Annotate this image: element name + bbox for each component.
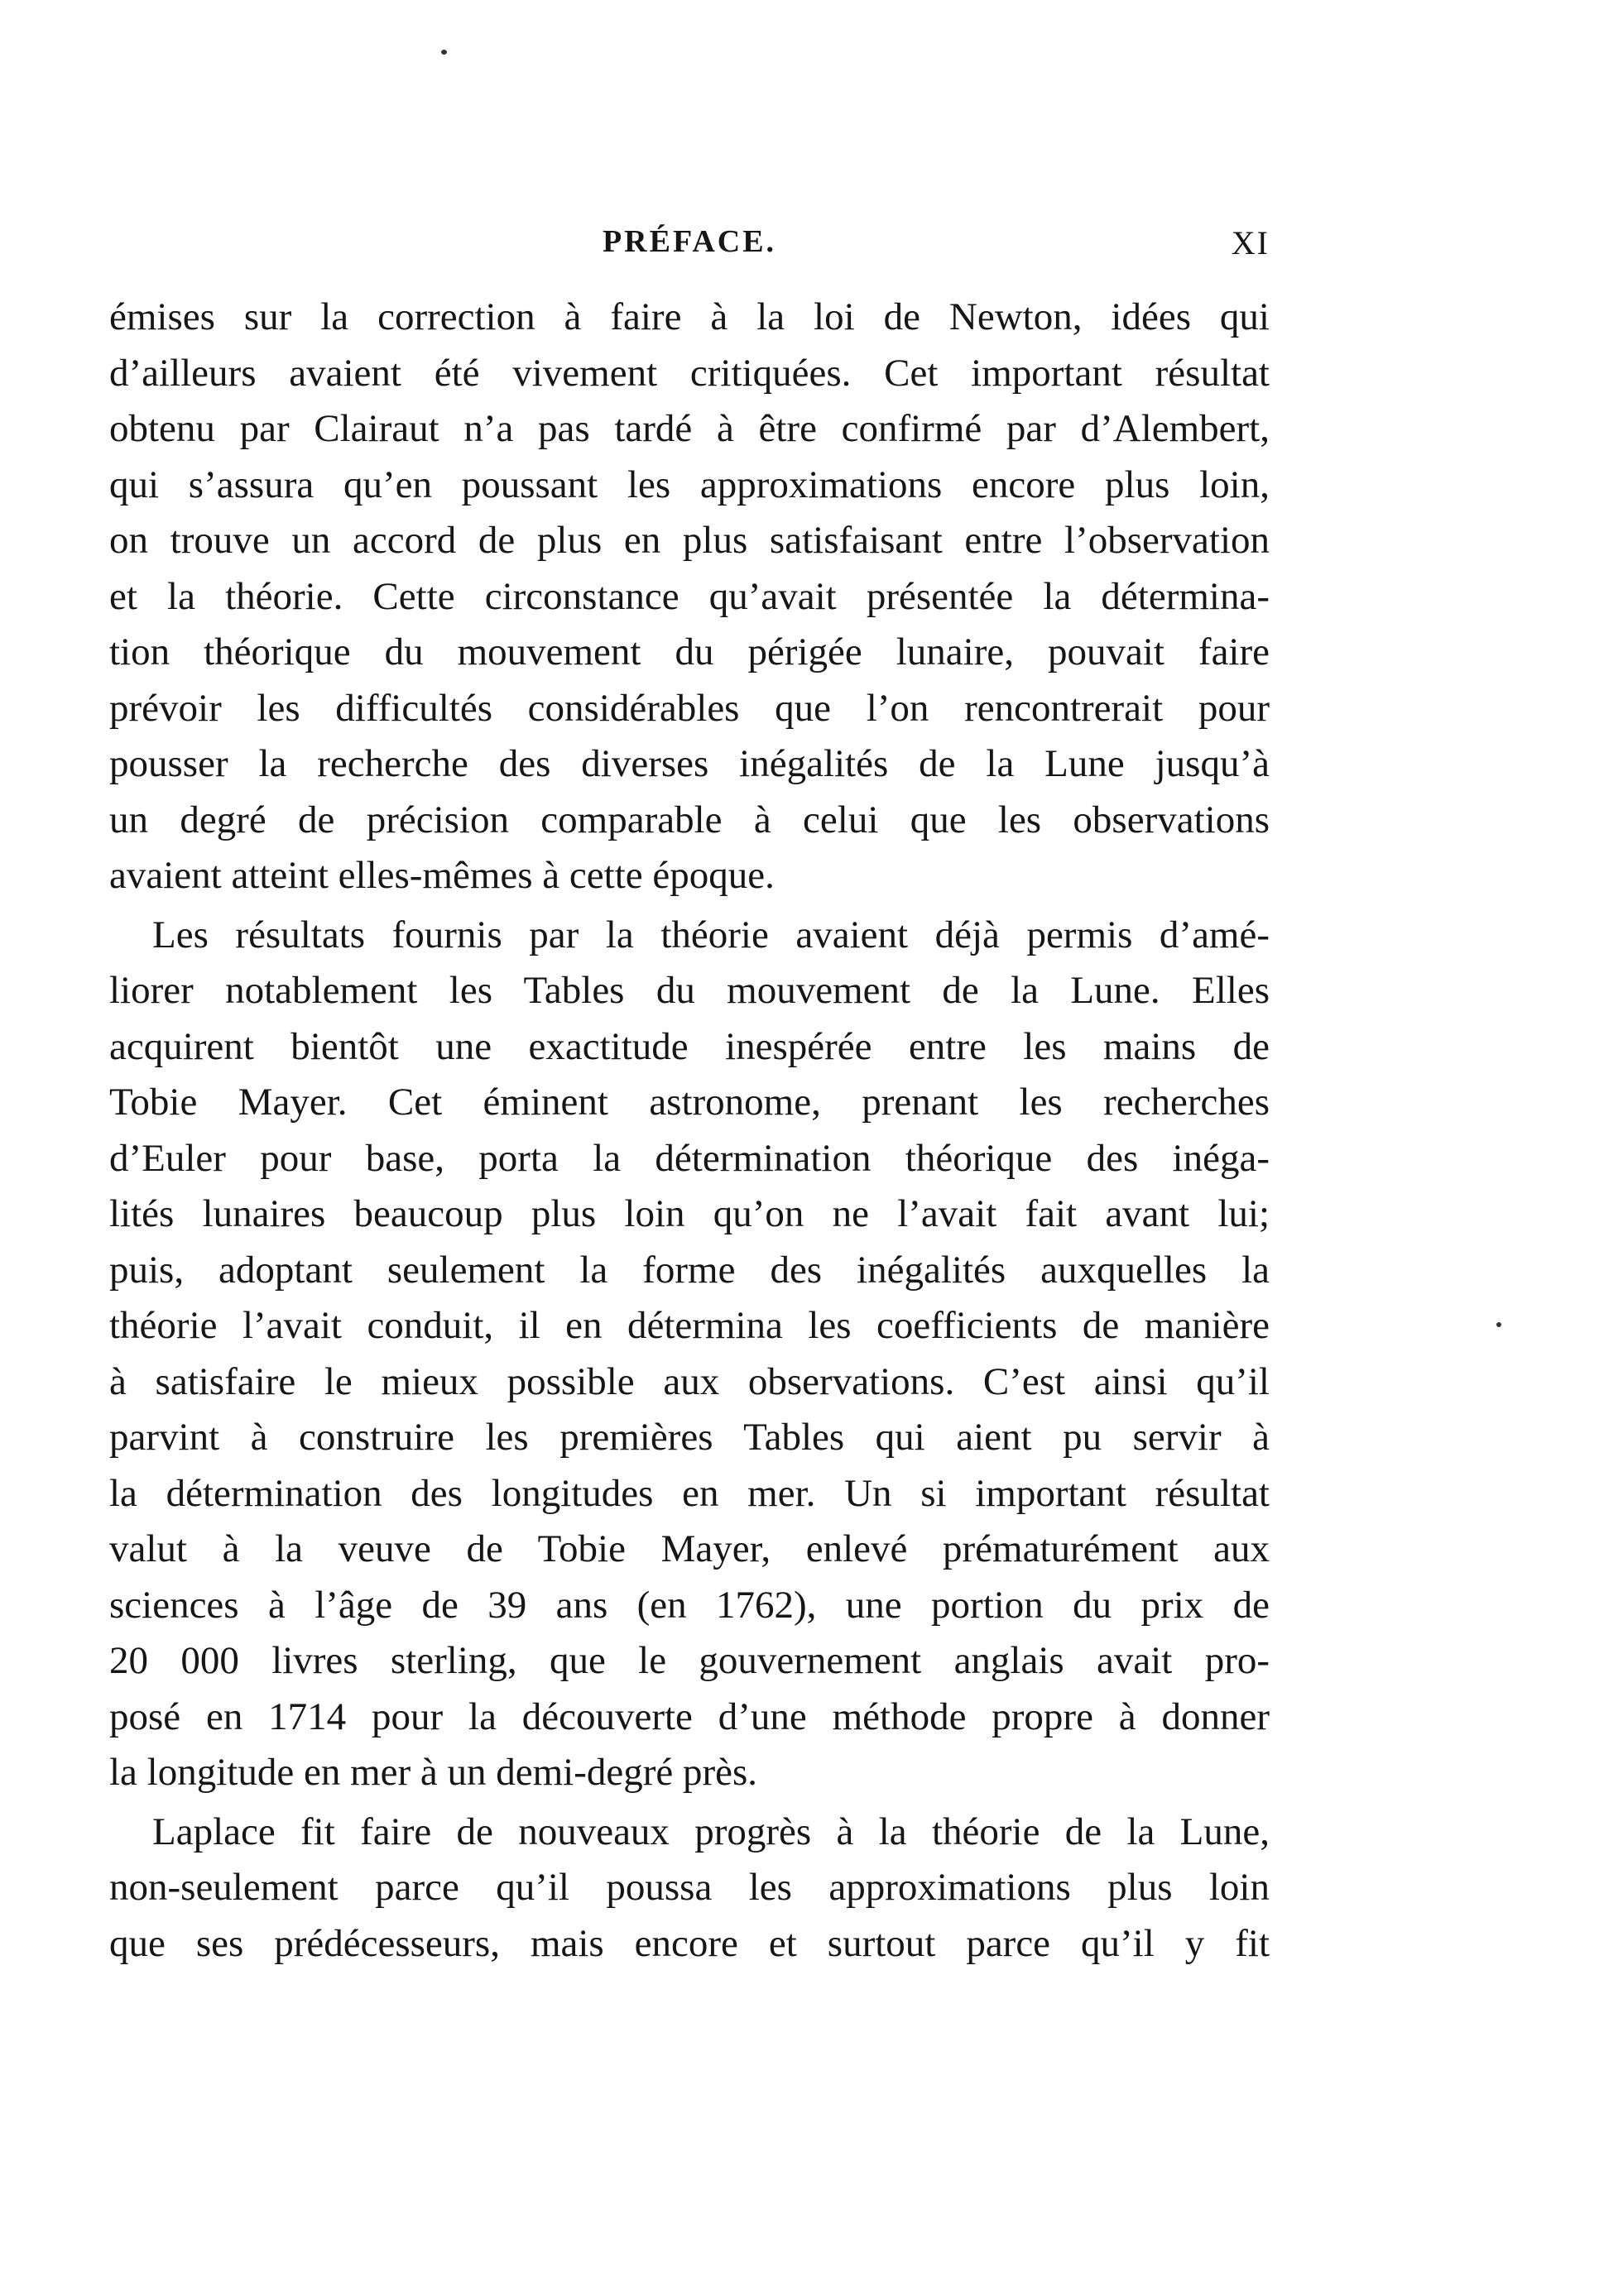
paragraph — [109, 290, 1270, 904]
text-line: pousser la recherche des diverses inégalités de la Lune jusqu’à — [109, 742, 1270, 785]
text-line: Tobie Mayer. Cet éminent astronome, prenant les recherches — [109, 1081, 1270, 1124]
ink-speck — [1496, 1322, 1501, 1327]
text-line: prévoir les difficultés considérables que l’on rencontrerait pour — [109, 686, 1270, 730]
text-line: valut à la veuve de Tobie Mayer, enlevé prématurément aux — [109, 1527, 1270, 1570]
text-line: la longitude en mer à un demi-degré près. — [109, 1751, 758, 1794]
text-line: un degré de précision comparable à celui que les observations — [109, 798, 1270, 841]
text-line: puis, adoptant seulement la forme des inégalités auxquelles la — [109, 1248, 1270, 1292]
text-line: avaient atteint elles-mêmes à cette époque. — [109, 854, 775, 897]
text-line: non-seulement parce qu’il poussa les approximations plus loin — [109, 1866, 1270, 1909]
text-line: Les résultats fournis par la théorie avaient déjà permis d’amé- — [152, 913, 1270, 956]
text-line: sciences à l’âge de 39 ans (en 1762), une portion du prix de — [109, 1583, 1270, 1627]
text-line: d’ailleurs avaient été vivement critiquées. Cet important résultat — [109, 351, 1270, 395]
paragraph — [109, 908, 1270, 1801]
ink-speck — [441, 50, 447, 55]
text-line: et la théorie. Cette circonstance qu’avait présentée la détermina- — [109, 574, 1270, 618]
page-header — [109, 223, 1270, 273]
text-line: 20 000 livres sterling, que le gouvernement anglais avait pro- — [109, 1639, 1270, 1682]
text-line: d’Euler pour base, porta la détermination théorique des inéga- — [109, 1136, 1270, 1180]
text-line: lités lunaires beaucoup plus loin qu’on ne l’avait fait avant lui; — [109, 1192, 1270, 1235]
text-line: qui s’assura qu’en poussant les approximations encore plus loin, — [109, 463, 1270, 506]
running-title: PRÉFACE. — [602, 224, 777, 259]
paragraph — [109, 1805, 1270, 1972]
text-line: émises sur la correction à faire à la loi de Newton, idées qui — [109, 295, 1270, 338]
text-line: liorer notablement les Tables du mouvement de la Lune. Elles — [109, 969, 1270, 1012]
text-line: que ses prédécesseurs, mais encore et surtout parce qu’il y fit — [109, 1921, 1270, 1965]
text-line: on trouve un accord de plus en plus satisfaisant entre l’observation — [109, 519, 1270, 562]
text-line: parvint à construire les premières Tables qui aient pu servir à — [109, 1416, 1270, 1459]
text-line: la détermination des longitudes en mer. Un si important résultat — [109, 1471, 1270, 1515]
text-line: tion théorique du mouvement du périgée lunaire, pouvait faire — [109, 630, 1270, 673]
text-line: théorie l’avait conduit, il en détermina les coefficients de manière — [109, 1304, 1270, 1347]
page-number: XI — [1231, 224, 1270, 261]
text-line: à satisfaire le mieux possible aux observations. C’est ainsi qu’il — [109, 1359, 1270, 1403]
text-line: Laplace fit faire de nouveaux progrès à la théorie de la Lune, — [152, 1809, 1270, 1853]
text-line: posé en 1714 pour la découverte d’une méthode propre à donner — [109, 1694, 1270, 1738]
text-line: obtenu par Clairaut n’a pas tardé à être confirmé par d’Alembert, — [109, 407, 1270, 450]
text-line: acquirent bientôt une exactitude inespérée entre les mains de — [109, 1024, 1270, 1068]
body-text — [109, 290, 1270, 1975]
